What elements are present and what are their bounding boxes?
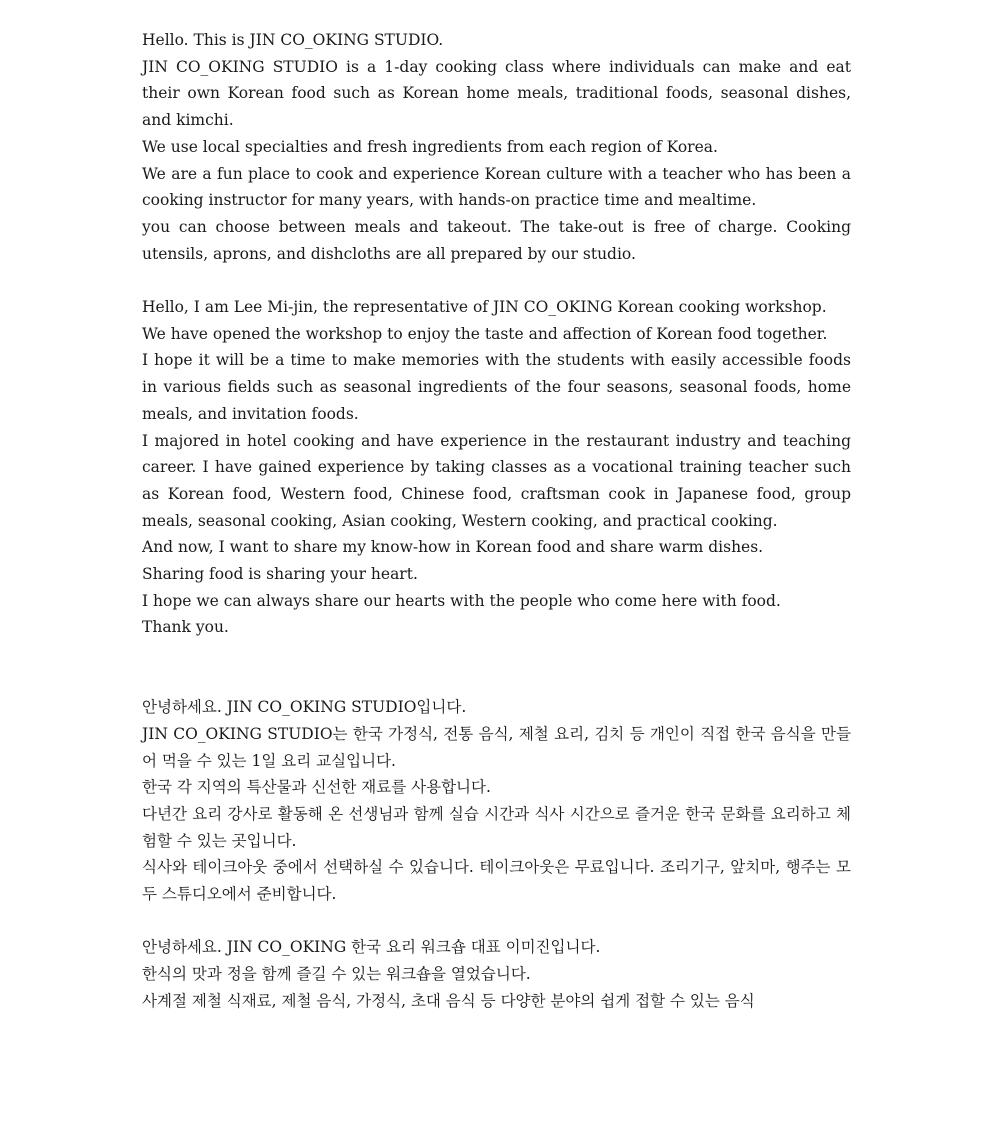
- rep-hope: I hope we can always share our hearts with the people who come here with food.: [142, 591, 781, 610]
- document-body: [142, 27, 851, 1015]
- rep-career: I majored in hotel cooking and have experience in the restaurant industry and teaching career. I have gained experience by taking classes as a vocational training teacher such as Korean food, Western food, Chinese food, craftsman cook in Japanese food, group meals, seasonal cooking, Asian cooking, Western cooking, and practical cooking.: [142, 431, 851, 530]
- intro-experience: We are a fun place to cook and experience Korean culture with a teacher who has been a cooking instructor for many years, with hands-on practice time and mealtime.: [142, 164, 851, 210]
- rep-thanks: Thank you.: [142, 618, 229, 637]
- ko-rep-greeting: 안녕하세요. JIN CO_OKING 한국 요리 워크숍 대표 이미진입니다.: [142, 938, 601, 957]
- intro-ingredients: We use local specialties and fresh ingredients from each region of Korea.: [142, 137, 718, 156]
- ko-intro-ingredients: 한국 각 지역의 특산물과 신선한 재료를 사용합니다.: [142, 778, 491, 797]
- rep-greeting: Hello, I am Lee Mi-jin, the representative of JIN CO_OKING Korean cooking workshop.: [142, 298, 827, 317]
- language-spacer: [142, 641, 851, 694]
- ko-intro-greeting: 안녕하세요. JIN CO_OKING STUDIO입니다.: [142, 698, 467, 717]
- korean-representative-section: [142, 934, 851, 1014]
- rep-sharing: Sharing food is sharing your heart.: [142, 565, 418, 584]
- intro-greeting: Hello. This is JIN CO_OKING STUDIO.: [142, 31, 444, 49]
- english-intro-section: [142, 27, 851, 267]
- intro-description: JIN CO_OKING STUDIO is a 1-day cooking class where individuals can make and eat their own Korean food such as Korean home meals, traditional foods, seasonal dishes, and kimchi.: [142, 57, 851, 130]
- ko-intro-takeout: 식사와 테이크아웃 중에서 선택하실 수 있습니다. 테이크아웃은 무료입니다. 조리기구, 앞치마, 행주는 모두 스튜디오에서 준비합니다.: [142, 858, 851, 904]
- rep-knowhow: And now, I want to share my know-how in Korean food and share warm dishes.: [142, 538, 764, 557]
- rep-memories: I hope it will be a time to make memories with the students with easily accessible foods in various fields such as seasonal ingredients of the four seasons, seasonal foods, home meals, and invitation foods.: [142, 351, 851, 423]
- intro-takeout: you can choose between meals and takeout. The take-out is free of charge. Cooking utensils, aprons, and dishcloths are all prepared by our studio.: [142, 217, 851, 263]
- section-spacer-ko: [142, 908, 851, 935]
- ko-intro-description: JIN CO_OKING STUDIO는 한국 가정식, 전통 음식, 제철 요리, 김치 등 개인이 직접 한국 음식을 만들어 먹을 수 있는 1일 요리 교실입니다.: [142, 724, 851, 770]
- rep-workshop: We have opened the workshop to enjoy the taste and affection of Korean food together.: [142, 324, 828, 343]
- ko-rep-workshop: 한식의 맛과 정을 함께 즐길 수 있는 워크숍을 열었습니다.: [142, 965, 531, 984]
- korean-intro-section: [142, 694, 851, 908]
- section-spacer: [142, 267, 851, 294]
- ko-intro-experience: 다년간 요리 강사로 활동해 온 선생님과 함께 실습 시간과 식사 시간으로 즐거운 한국 문화를 요리하고 체험할 수 있는 곳입니다.: [142, 804, 851, 850]
- ko-rep-seasonal: 사계절 제철 식재료, 제철 음식, 가정식, 초대 음식 등 다양한 분야의 쉽게 접할 수 있는 음식: [142, 991, 755, 1010]
- english-representative-section: [142, 294, 851, 641]
